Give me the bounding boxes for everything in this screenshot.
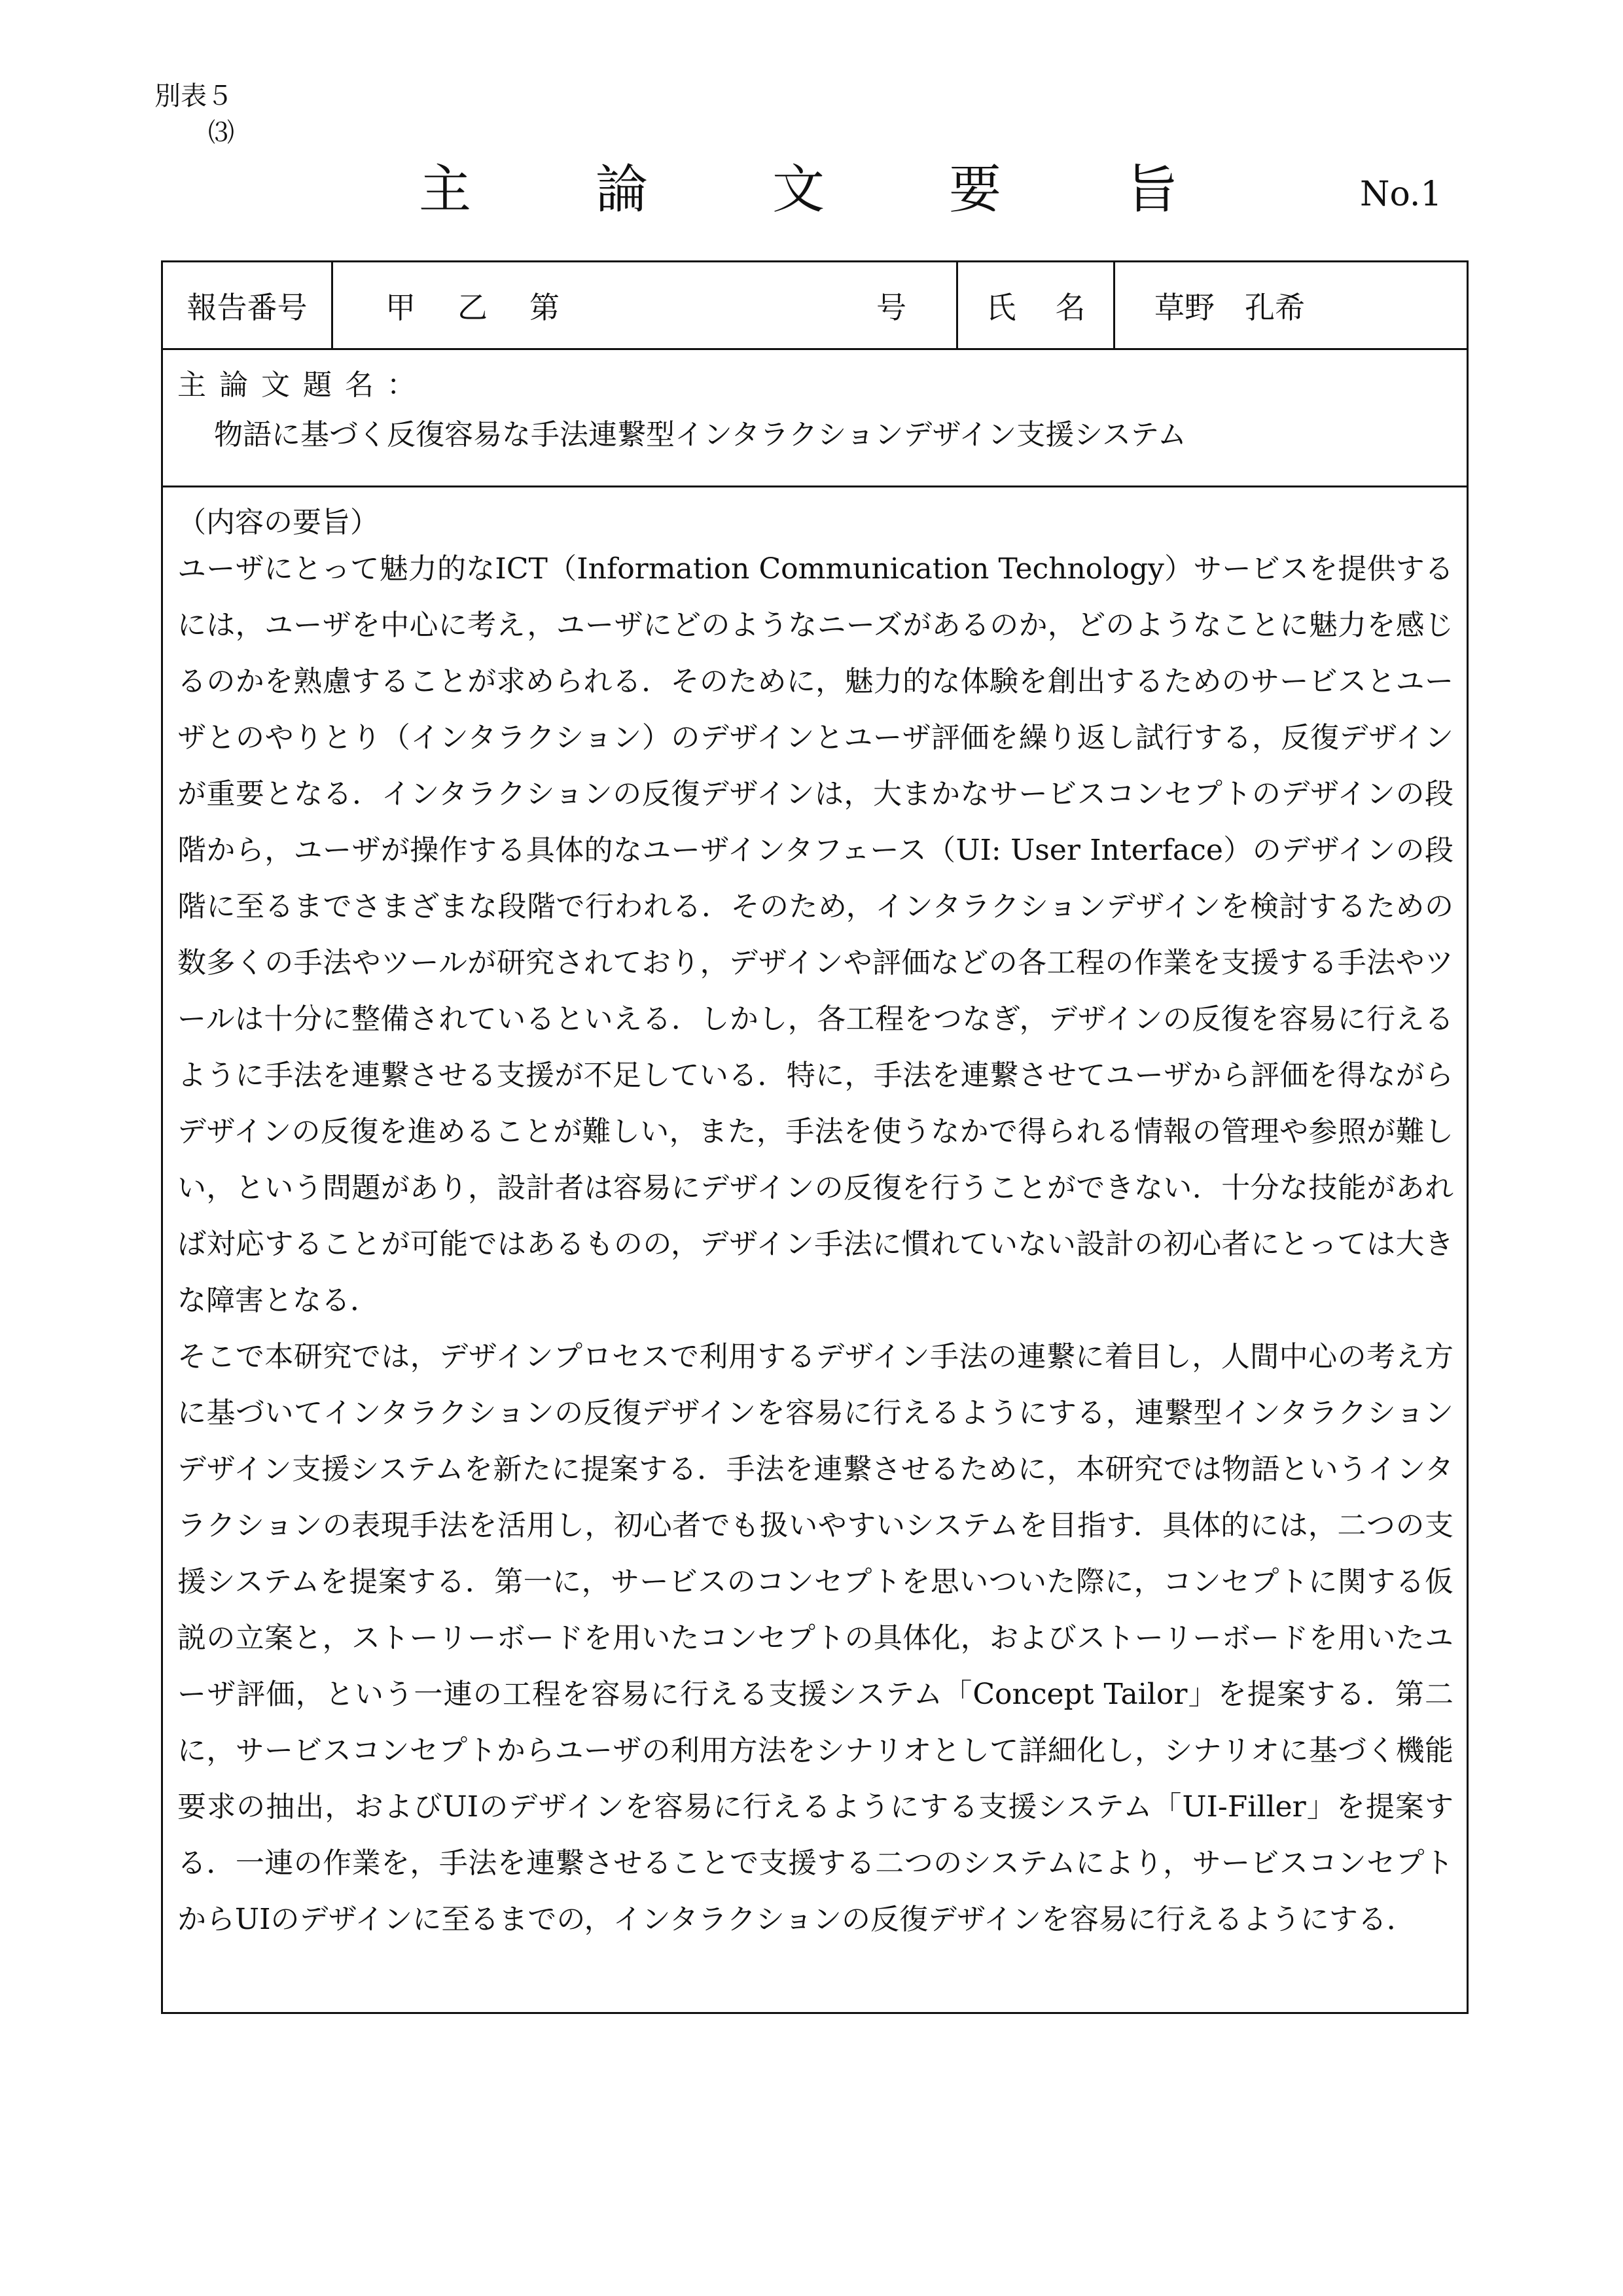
name-label-char-1: 氏 (986, 289, 1016, 325)
summary-form-table (161, 260, 1469, 2014)
report-number-cell (333, 262, 958, 348)
page-number: No.1 (1360, 175, 1442, 214)
title-char: 旨 (1126, 159, 1178, 220)
title-char: 論 (596, 159, 648, 220)
report-number-label-text: 報告番号 (187, 289, 308, 325)
thesis-title-label: 主論文題名： (177, 368, 429, 402)
summary-row (163, 487, 1467, 2012)
report-info-row (163, 262, 1467, 350)
report-kou: 甲 (385, 289, 416, 325)
page-title (419, 157, 1178, 222)
thesis-title-row (163, 350, 1467, 487)
author-name (1115, 262, 1469, 348)
report-go: 号 (876, 289, 906, 325)
summary-text (177, 541, 1454, 1948)
name-label (958, 262, 1115, 348)
summary-label: （内容の要旨） (177, 506, 379, 539)
author-name-text: 草野 孔希 (1154, 289, 1305, 325)
report-dai: 第 (529, 289, 560, 325)
summary-paragraph: ユーザにとって魅力的なICT（Information Communication Technology）サービスを提供するには，ユーザを中心に考え，ユーザにどのようなニーズがあるのか，どのようなことに魅力を感じるのかを熟慮することが求められる．そのために，魅力的な体験を創出するためのサービスとユーザとのやりとり（インタラクション）のデザインとユーザ評価を繰り返し試行する，反復デザインが重要となる．インタラクションの反復デザインは，大まかなサービスコンセプトのデザインの段階から，ユーザが操作する具体的なユーザインタフェース（UI: User Interface）のデザインの段階に至るまでさまざまな段階で行われる．そのため，インタラクションデザインを検討するための数多くの手法やツールが研究されており，デザインや評価などの各工程の作業を支援する手法やツールは十分に整備されているといえる．しかし，各工程をつなぎ，デザインの反復を容易に行えるように手法を連繋させる支援が不足している．特に，手法を連繋させてユーザから評価を得ながらデザインの反復を進めることが難しい，また，手法を使うなかで得られる情報の管理や参照が難しい，という問題があり，設計者は容易にデザインの反復を行うことができない．十分な技能があれば対応することが可能ではあるものの，デザイン手法に慣れていない設計の初心者にとっては大きな障害となる． (177, 552, 1454, 1317)
form-sub-number: ⑶ (208, 118, 234, 148)
summary-paragraph: そこで本研究では，デザインプロセスで利用するデザイン手法の連繋に着目し，人間中心の考え方に基づいてインタラクションの反復デザインを容易に行えるようにする，連繋型インタラクションデザイン支援システムを新たに提案する．手法を連繋させるために，本研究では物語というインタラクションの表現手法を活用し，初心者でも扱いやすいシステムを目指す．具体的には，二つの支援システムを提案する．第一に，サービスのコンセプトを思いついた際に，コンセプトに関する仮説の立案と，ストーリーボードを用いたコンセプトの具体化，およびストーリーボードを用いたユーザ評価，という一連の工程を容易に行える支援システム「Concept Tailor」を提案する．第二に，サービスコンセプトからユーザの利用方法をシナリオとして詳細化し，シナリオに基づく機能要求の抽出，およびUIのデザインを容易に行えるようにする支援システム「UI-Filler」を提案する．一連の作業を，手法を連繋させることで支援する二つのシステムにより，サービスコンセプトからUIのデザインに至るまでの，インタラクションの反復デザインを容易に行えるようにする． (177, 1340, 1454, 1936)
report-number-label (163, 262, 333, 348)
report-otsu: 乙 (457, 289, 488, 325)
title-char: 文 (772, 159, 825, 220)
name-label-char-2: 名 (1055, 289, 1086, 325)
form-id: 別表５ (154, 81, 233, 111)
title-char: 主 (419, 159, 471, 220)
title-char: 要 (949, 159, 1001, 220)
thesis-title: 物語に基づく反復容易な手法連繋型インタラクションデザイン支援システム (214, 418, 1186, 451)
